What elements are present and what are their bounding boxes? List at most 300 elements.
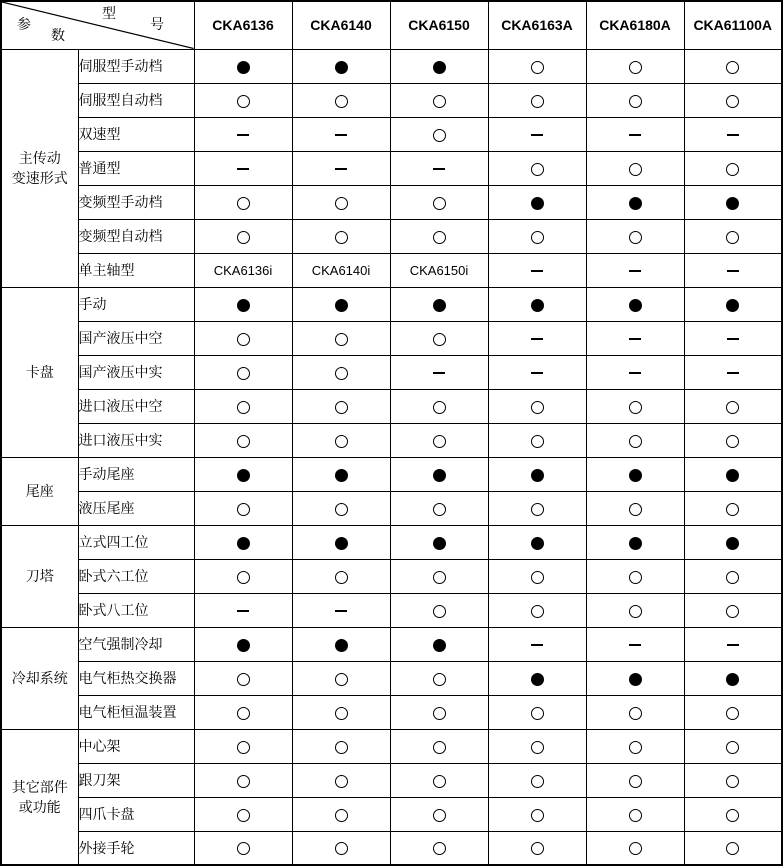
value-cell bbox=[390, 661, 488, 695]
open-circle-icon bbox=[433, 129, 446, 142]
value-cell bbox=[292, 253, 390, 287]
value-cell bbox=[390, 797, 488, 831]
group-label-cell: 尾座 bbox=[1, 457, 78, 525]
value-cell bbox=[194, 797, 292, 831]
table-row bbox=[1, 457, 782, 491]
open-circle-icon bbox=[335, 435, 348, 448]
table-row bbox=[1, 831, 782, 865]
value-cell bbox=[586, 559, 684, 593]
open-circle-icon bbox=[433, 197, 446, 210]
column-header-cka6140: CKA6140 bbox=[292, 1, 390, 49]
value-cell bbox=[292, 423, 390, 457]
corner-param-char-2: 数 bbox=[51, 27, 65, 43]
header-row bbox=[1, 1, 782, 49]
dash-icon bbox=[727, 338, 739, 340]
value-cell bbox=[488, 287, 586, 321]
value-cell bbox=[488, 457, 586, 491]
open-circle-icon bbox=[531, 775, 544, 788]
open-circle-icon bbox=[531, 163, 544, 176]
value-cell bbox=[488, 831, 586, 865]
open-circle-icon bbox=[629, 571, 642, 584]
parameter-label-cell: 卧式八工位 bbox=[78, 593, 194, 627]
value-cell bbox=[194, 253, 292, 287]
open-circle-icon bbox=[335, 673, 348, 686]
table-row bbox=[1, 593, 782, 627]
open-circle-icon bbox=[726, 163, 739, 176]
value-cell bbox=[390, 219, 488, 253]
parameter-label-cell: 四爪卡盘 bbox=[78, 797, 194, 831]
value-cell bbox=[390, 49, 488, 83]
parameter-label-cell: 单主轴型 bbox=[78, 253, 194, 287]
value-cell bbox=[292, 831, 390, 865]
open-circle-icon bbox=[335, 842, 348, 855]
value-cell bbox=[194, 525, 292, 559]
value-cell bbox=[488, 491, 586, 525]
value-cell bbox=[488, 185, 586, 219]
value-cell bbox=[684, 797, 782, 831]
dash-icon bbox=[531, 338, 543, 340]
value-cell bbox=[684, 423, 782, 457]
value-cell bbox=[684, 559, 782, 593]
value-cell bbox=[194, 831, 292, 865]
open-circle-icon bbox=[237, 435, 250, 448]
filled-circle-icon bbox=[629, 673, 642, 686]
filled-circle-icon bbox=[335, 639, 348, 652]
table-row bbox=[1, 423, 782, 457]
open-circle-icon bbox=[531, 741, 544, 754]
value-cell bbox=[292, 627, 390, 661]
filled-circle-icon bbox=[531, 469, 544, 482]
value-cell bbox=[684, 661, 782, 695]
corner-header-cell bbox=[1, 1, 194, 49]
open-circle-icon bbox=[629, 741, 642, 754]
value-cell bbox=[390, 253, 488, 287]
value-cell bbox=[194, 321, 292, 355]
open-circle-icon bbox=[531, 231, 544, 244]
value-cell bbox=[684, 389, 782, 423]
parameter-label-cell: 变频型手动档 bbox=[78, 185, 194, 219]
filled-circle-icon bbox=[335, 61, 348, 74]
value-cell bbox=[488, 525, 586, 559]
open-circle-icon bbox=[433, 673, 446, 686]
open-circle-icon bbox=[726, 61, 739, 74]
value-cell bbox=[488, 695, 586, 729]
value-cell bbox=[194, 729, 292, 763]
open-circle-icon bbox=[433, 435, 446, 448]
value-cell bbox=[684, 457, 782, 491]
open-circle-icon bbox=[237, 741, 250, 754]
value-cell bbox=[390, 627, 488, 661]
open-circle-icon bbox=[335, 741, 348, 754]
value-cell bbox=[684, 49, 782, 83]
value-cell bbox=[194, 355, 292, 389]
filled-circle-icon bbox=[335, 299, 348, 312]
open-circle-icon bbox=[335, 809, 348, 822]
open-circle-icon bbox=[629, 401, 642, 414]
filled-circle-icon bbox=[629, 537, 642, 550]
value-cell bbox=[586, 593, 684, 627]
value-cell bbox=[194, 763, 292, 797]
value-text: CKA6136i bbox=[213, 262, 273, 278]
open-circle-icon bbox=[335, 503, 348, 516]
parameter-label-cell: 电气柜恒温装置 bbox=[78, 695, 194, 729]
open-circle-icon bbox=[237, 231, 250, 244]
filled-circle-icon bbox=[531, 197, 544, 210]
value-cell bbox=[488, 83, 586, 117]
column-header-cka6150: CKA6150 bbox=[390, 1, 488, 49]
value-cell bbox=[194, 491, 292, 525]
open-circle-icon bbox=[433, 503, 446, 516]
value-cell bbox=[684, 695, 782, 729]
table-row bbox=[1, 559, 782, 593]
value-cell bbox=[292, 593, 390, 627]
open-circle-icon bbox=[237, 842, 250, 855]
value-cell bbox=[586, 457, 684, 491]
value-cell bbox=[684, 83, 782, 117]
value-cell bbox=[586, 831, 684, 865]
group-label-cell: 其它部件 或功能 bbox=[1, 729, 78, 865]
open-circle-icon bbox=[433, 571, 446, 584]
parameter-label-cell: 双速型 bbox=[78, 117, 194, 151]
parameter-label-cell: 进口液压中空 bbox=[78, 389, 194, 423]
open-circle-icon bbox=[531, 707, 544, 720]
value-cell bbox=[684, 729, 782, 763]
value-cell bbox=[390, 185, 488, 219]
table-row bbox=[1, 287, 782, 321]
value-cell bbox=[292, 525, 390, 559]
value-cell bbox=[684, 151, 782, 185]
dash-icon bbox=[727, 270, 739, 272]
table-row bbox=[1, 389, 782, 423]
value-cell bbox=[586, 627, 684, 661]
column-header-cka6163a: CKA6163A bbox=[488, 1, 586, 49]
dash-icon bbox=[237, 134, 249, 136]
open-circle-icon bbox=[531, 95, 544, 108]
value-cell bbox=[194, 49, 292, 83]
open-circle-icon bbox=[726, 503, 739, 516]
open-circle-icon bbox=[433, 775, 446, 788]
parameter-label-cell: 液压尾座 bbox=[78, 491, 194, 525]
filled-circle-icon bbox=[433, 469, 446, 482]
parameter-label-cell: 变频型自动档 bbox=[78, 219, 194, 253]
table-row bbox=[1, 355, 782, 389]
value-cell bbox=[488, 117, 586, 151]
value-cell bbox=[292, 185, 390, 219]
value-cell bbox=[684, 321, 782, 355]
open-circle-icon bbox=[237, 367, 250, 380]
open-circle-icon bbox=[433, 95, 446, 108]
dash-icon bbox=[531, 372, 543, 374]
open-circle-icon bbox=[629, 809, 642, 822]
filled-circle-icon bbox=[237, 299, 250, 312]
value-cell bbox=[684, 763, 782, 797]
value-cell bbox=[488, 797, 586, 831]
parameter-label-cell: 手动尾座 bbox=[78, 457, 194, 491]
value-cell bbox=[194, 151, 292, 185]
value-cell bbox=[586, 287, 684, 321]
value-cell bbox=[194, 661, 292, 695]
table-row bbox=[1, 695, 782, 729]
value-cell bbox=[390, 117, 488, 151]
value-cell bbox=[390, 389, 488, 423]
value-cell bbox=[586, 117, 684, 151]
value-cell bbox=[390, 83, 488, 117]
value-cell bbox=[586, 695, 684, 729]
table-row bbox=[1, 627, 782, 661]
table-row bbox=[1, 797, 782, 831]
value-cell bbox=[488, 321, 586, 355]
group-label-cell: 主传动 变速形式 bbox=[1, 49, 78, 287]
open-circle-icon bbox=[335, 401, 348, 414]
filled-circle-icon bbox=[629, 197, 642, 210]
value-cell bbox=[194, 627, 292, 661]
value-cell bbox=[488, 423, 586, 457]
value-cell bbox=[390, 355, 488, 389]
value-cell bbox=[292, 151, 390, 185]
table-row bbox=[1, 83, 782, 117]
dash-icon bbox=[335, 610, 347, 612]
open-circle-icon bbox=[726, 842, 739, 855]
value-cell bbox=[390, 593, 488, 627]
open-circle-icon bbox=[237, 95, 250, 108]
value-cell bbox=[488, 151, 586, 185]
open-circle-icon bbox=[629, 231, 642, 244]
open-circle-icon bbox=[629, 775, 642, 788]
filled-circle-icon bbox=[433, 639, 446, 652]
filled-circle-icon bbox=[335, 469, 348, 482]
value-cell bbox=[684, 831, 782, 865]
open-circle-icon bbox=[629, 503, 642, 516]
dash-icon bbox=[629, 372, 641, 374]
value-cell bbox=[488, 219, 586, 253]
open-circle-icon bbox=[335, 707, 348, 720]
open-circle-icon bbox=[335, 231, 348, 244]
value-cell bbox=[292, 321, 390, 355]
value-cell bbox=[488, 253, 586, 287]
filled-circle-icon bbox=[629, 299, 642, 312]
open-circle-icon bbox=[237, 503, 250, 516]
open-circle-icon bbox=[629, 163, 642, 176]
parameter-label-cell: 外接手轮 bbox=[78, 831, 194, 865]
corner-param-char-1: 参 bbox=[17, 16, 31, 32]
value-cell bbox=[586, 763, 684, 797]
open-circle-icon bbox=[433, 333, 446, 346]
value-cell bbox=[390, 321, 488, 355]
filled-circle-icon bbox=[726, 197, 739, 210]
value-cell bbox=[292, 491, 390, 525]
value-cell bbox=[684, 593, 782, 627]
value-cell bbox=[194, 695, 292, 729]
open-circle-icon bbox=[629, 95, 642, 108]
parameter-label-cell: 伺服型自动档 bbox=[78, 83, 194, 117]
value-cell bbox=[390, 763, 488, 797]
value-cell bbox=[390, 423, 488, 457]
dash-icon bbox=[433, 168, 445, 170]
value-cell bbox=[586, 797, 684, 831]
value-cell bbox=[194, 559, 292, 593]
table-row bbox=[1, 763, 782, 797]
dash-icon bbox=[629, 338, 641, 340]
open-circle-icon bbox=[726, 95, 739, 108]
open-circle-icon bbox=[335, 775, 348, 788]
dash-icon bbox=[727, 644, 739, 646]
dash-icon bbox=[237, 610, 249, 612]
open-circle-icon bbox=[335, 197, 348, 210]
table-row bbox=[1, 219, 782, 253]
open-circle-icon bbox=[531, 809, 544, 822]
open-circle-icon bbox=[237, 333, 250, 346]
value-cell bbox=[488, 389, 586, 423]
dash-icon bbox=[335, 134, 347, 136]
value-cell bbox=[194, 457, 292, 491]
filled-circle-icon bbox=[237, 469, 250, 482]
dash-icon bbox=[629, 134, 641, 136]
value-cell bbox=[292, 83, 390, 117]
parameter-label-cell: 普通型 bbox=[78, 151, 194, 185]
open-circle-icon bbox=[335, 333, 348, 346]
value-cell bbox=[390, 491, 488, 525]
value-cell bbox=[684, 491, 782, 525]
open-circle-icon bbox=[726, 401, 739, 414]
table-row bbox=[1, 151, 782, 185]
table-row bbox=[1, 117, 782, 151]
table-row bbox=[1, 253, 782, 287]
group-label-cell: 卡盘 bbox=[1, 287, 78, 457]
parameter-label-cell: 卧式六工位 bbox=[78, 559, 194, 593]
dash-icon bbox=[335, 168, 347, 170]
filled-circle-icon bbox=[335, 537, 348, 550]
value-cell bbox=[488, 763, 586, 797]
open-circle-icon bbox=[335, 367, 348, 380]
value-cell bbox=[292, 661, 390, 695]
open-circle-icon bbox=[629, 842, 642, 855]
open-circle-icon bbox=[531, 61, 544, 74]
group-label-cell: 刀塔 bbox=[1, 525, 78, 627]
value-cell bbox=[684, 525, 782, 559]
filled-circle-icon bbox=[726, 537, 739, 550]
value-cell bbox=[390, 695, 488, 729]
value-cell bbox=[292, 355, 390, 389]
value-cell bbox=[684, 287, 782, 321]
value-cell bbox=[292, 695, 390, 729]
open-circle-icon bbox=[335, 571, 348, 584]
dash-icon bbox=[629, 270, 641, 272]
open-circle-icon bbox=[433, 401, 446, 414]
table-row bbox=[1, 185, 782, 219]
open-circle-icon bbox=[531, 401, 544, 414]
table-row bbox=[1, 321, 782, 355]
value-cell bbox=[194, 287, 292, 321]
filled-circle-icon bbox=[531, 537, 544, 550]
dash-icon bbox=[629, 644, 641, 646]
value-cell bbox=[684, 117, 782, 151]
parameter-label-cell: 跟刀架 bbox=[78, 763, 194, 797]
table-row bbox=[1, 491, 782, 525]
filled-circle-icon bbox=[433, 537, 446, 550]
dash-icon bbox=[531, 270, 543, 272]
value-cell bbox=[586, 661, 684, 695]
value-cell bbox=[194, 389, 292, 423]
value-cell bbox=[390, 151, 488, 185]
open-circle-icon bbox=[335, 95, 348, 108]
open-circle-icon bbox=[629, 707, 642, 720]
open-circle-icon bbox=[237, 707, 250, 720]
open-circle-icon bbox=[433, 741, 446, 754]
value-cell bbox=[684, 185, 782, 219]
open-circle-icon bbox=[726, 571, 739, 584]
parameter-label-cell: 立式四工位 bbox=[78, 525, 194, 559]
open-circle-icon bbox=[531, 435, 544, 448]
table-row bbox=[1, 729, 782, 763]
value-cell bbox=[684, 355, 782, 389]
value-cell bbox=[586, 321, 684, 355]
filled-circle-icon bbox=[629, 469, 642, 482]
parameter-label-cell: 伺服型手动档 bbox=[78, 49, 194, 83]
dash-icon bbox=[727, 372, 739, 374]
value-cell bbox=[194, 185, 292, 219]
value-cell bbox=[292, 117, 390, 151]
open-circle-icon bbox=[726, 809, 739, 822]
value-cell bbox=[586, 355, 684, 389]
corner-model-char-1: 型 bbox=[102, 5, 116, 21]
value-cell bbox=[684, 627, 782, 661]
value-cell bbox=[586, 253, 684, 287]
open-circle-icon bbox=[237, 197, 250, 210]
value-cell bbox=[292, 49, 390, 83]
value-cell bbox=[292, 763, 390, 797]
value-cell bbox=[488, 559, 586, 593]
table-row bbox=[1, 49, 782, 83]
open-circle-icon bbox=[531, 605, 544, 618]
open-circle-icon bbox=[237, 673, 250, 686]
open-circle-icon bbox=[433, 809, 446, 822]
value-cell bbox=[194, 83, 292, 117]
dash-icon bbox=[531, 134, 543, 136]
value-cell bbox=[292, 797, 390, 831]
open-circle-icon bbox=[531, 571, 544, 584]
open-circle-icon bbox=[629, 435, 642, 448]
column-header-cka6136: CKA6136 bbox=[194, 1, 292, 49]
table-row bbox=[1, 661, 782, 695]
value-cell bbox=[292, 389, 390, 423]
value-cell bbox=[586, 219, 684, 253]
dash-icon bbox=[433, 372, 445, 374]
value-cell bbox=[684, 253, 782, 287]
value-cell bbox=[586, 491, 684, 525]
open-circle-icon bbox=[726, 707, 739, 720]
open-circle-icon bbox=[433, 231, 446, 244]
value-cell bbox=[586, 423, 684, 457]
dash-icon bbox=[727, 134, 739, 136]
parameter-label-cell: 国产液压中空 bbox=[78, 321, 194, 355]
open-circle-icon bbox=[433, 605, 446, 618]
value-cell bbox=[292, 559, 390, 593]
filled-circle-icon bbox=[726, 469, 739, 482]
open-circle-icon bbox=[433, 842, 446, 855]
dash-icon bbox=[237, 168, 249, 170]
value-cell bbox=[488, 355, 586, 389]
value-cell bbox=[586, 49, 684, 83]
value-cell bbox=[194, 423, 292, 457]
column-header-cka61100a: CKA61100A bbox=[684, 1, 782, 49]
filled-circle-icon bbox=[531, 673, 544, 686]
value-cell bbox=[390, 287, 488, 321]
open-circle-icon bbox=[433, 707, 446, 720]
value-cell bbox=[488, 661, 586, 695]
open-circle-icon bbox=[237, 775, 250, 788]
value-cell bbox=[292, 287, 390, 321]
open-circle-icon bbox=[726, 775, 739, 788]
